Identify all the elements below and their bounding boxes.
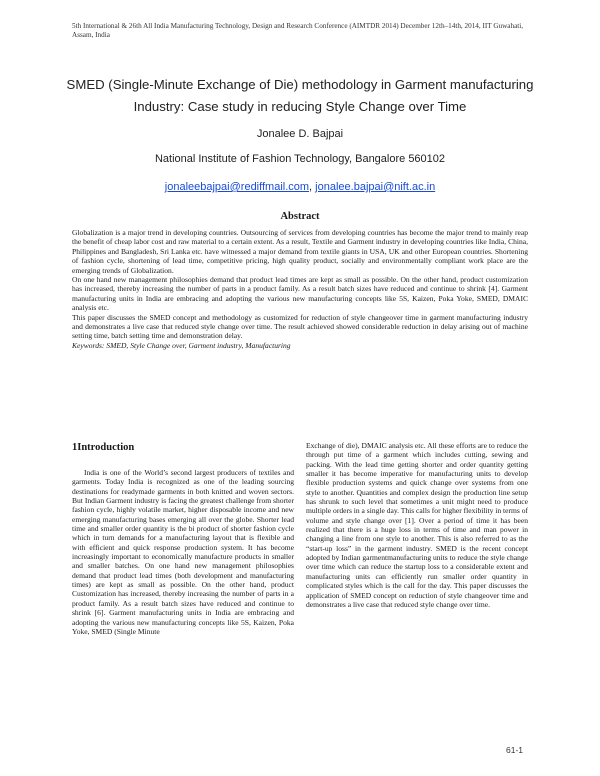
author-emails xyxy=(0,181,600,193)
abstract-paragraph: Globalization is a major trend in developing countries. Outsourcing of services from developing countries has become the major trend to mainly reap the benefit of cheap labor cost and raw material to a certain extent. As a result, Textile and Garment industry in developing countries like India, China, Philippines and Bangladesh, Sri Lanka etc. have witnessed a major demand from textile giants in USA, UK and other European countries. Shortening of fashion cycle, shortening of lead time, competitive pricing, high quality product, socially and environmentally compliant work place are the emerging trends of Globalization. xyxy=(72,228,528,275)
email-separator: , xyxy=(309,181,316,193)
paper-title: SMED (Single-Minute Exchange of Die) methodology in Garment manufacturing Industry: Case study in reducing Style Change over Time xyxy=(66,77,534,114)
right-column xyxy=(306,441,528,609)
left-column xyxy=(72,442,294,636)
abstract-heading: Abstract xyxy=(280,211,320,222)
email-link-rediffmail[interactable]: jonaleebajpai@rediffmail.com xyxy=(164,181,310,193)
introduction-paragraph-continued: Exchange of die), DMAIC analysis etc. All these efforts are to reduce the through put time of a garment which includes cutting, sewing and packing. With the lead time getting shorter and order quantity getting smaller it has become imperative for manufacturing units to develop flexible production systems and quick change over systems from one style to another. Quantities and complex design the production line setup has shrunk to such level that sometimes a unit might need to produce multiple orders in a single day. This calls for higher flexibility in terms of volume and style change over [1]. Over a period of time it has been realized that there is a huge loss in terms of time and man power in changing a line from one style to another. This is also referred to as the “start-up loss” in the garment industry. SMED is the recent concept adopted by Indian garmentmanufacturing units to reduce the style change over time which can reduce the startup loss to a considerable extent and manufacturing units can efficiently run smaller order quantity in complicated styles which is the call for the day. This paper discusses the application of SMED concept on reduction of style changeover time and demonstrates a live case that reduced style change over time. xyxy=(306,441,528,609)
keywords: Keywords: SMED, Style Change over, Garment industry, Manufacturing xyxy=(72,340,291,350)
conference-header: 5th International & 26th All India Manufacturing Technology, Design and Research Conference (AIMTDR 2014) December 12th–14th, 2014, IIT Guwahati, Assam, India xyxy=(72,22,524,39)
author-name: Jonalee D. Bajpai xyxy=(256,128,344,140)
author-affiliation: National Institute of Fashion Technology, Bangalore 560102 xyxy=(154,153,446,165)
introduction-heading: 1Introduction xyxy=(72,442,135,453)
page-number: 61-1 xyxy=(506,745,524,755)
abstract-paragraph: On one hand new management philosophies demand that product lead times are kept as small as possible. On the other hand, product customization has increased, thereby increasing the number of parts in a product family. As a result batch sizes have reduced and continue to shrink [4]. Garment manufacturing units in India are embracing and adopting the various new manufacturing concepts like 5S, Kaizen, Poka Yoke, SMED, DMAIC analysis etc. xyxy=(72,275,528,313)
abstract-body xyxy=(72,228,528,350)
introduction-paragraph: India is one of the World’s second largest producers of textiles and garments. Today India is recognized as one of the leading sourcing destinations for readymade garments in both knitted and woven sectors. But Indian Garment industry is facing the greatest challenge from shorter fashion cycle, highly volatile market, higher disposable income and new emerging manufacturing bases emerging all over the globe. Shorter lead time and smaller order quantity is the bi product of shorter fashion cycle which in turn demands for a manufacturing layout that is flexible and with efficient and quick response production system. It has become increasingly important to economically manufacture products in smaller and smaller batches. On one hand new management philosophies demand that product lead times (both development and manufacturing times) are kept as small as possible. On the other hand, product Customization has increased, thereby increasing the number of parts in a product family. As a result batch sizes have reduced and continue to shrink [6]. Garment manufacturing units in India are embracing and adopting the various new manufacturing concepts like 5S, Kaizen, Poka Yoke, SMED (Single Minute xyxy=(72,468,294,636)
email-link-nift[interactable]: jonalee.bajpai@nift.ac.in xyxy=(315,181,436,193)
abstract-paragraph: This paper discusses the SMED concept and methodology as customized for reduction of style changeover time in garment manufacturing industry and demonstrates a live case that reduced style change over time. The result achieved showed considerable reduction in delay arising out of machine setting time, batch setting time and demonstration delay. xyxy=(72,312,528,341)
